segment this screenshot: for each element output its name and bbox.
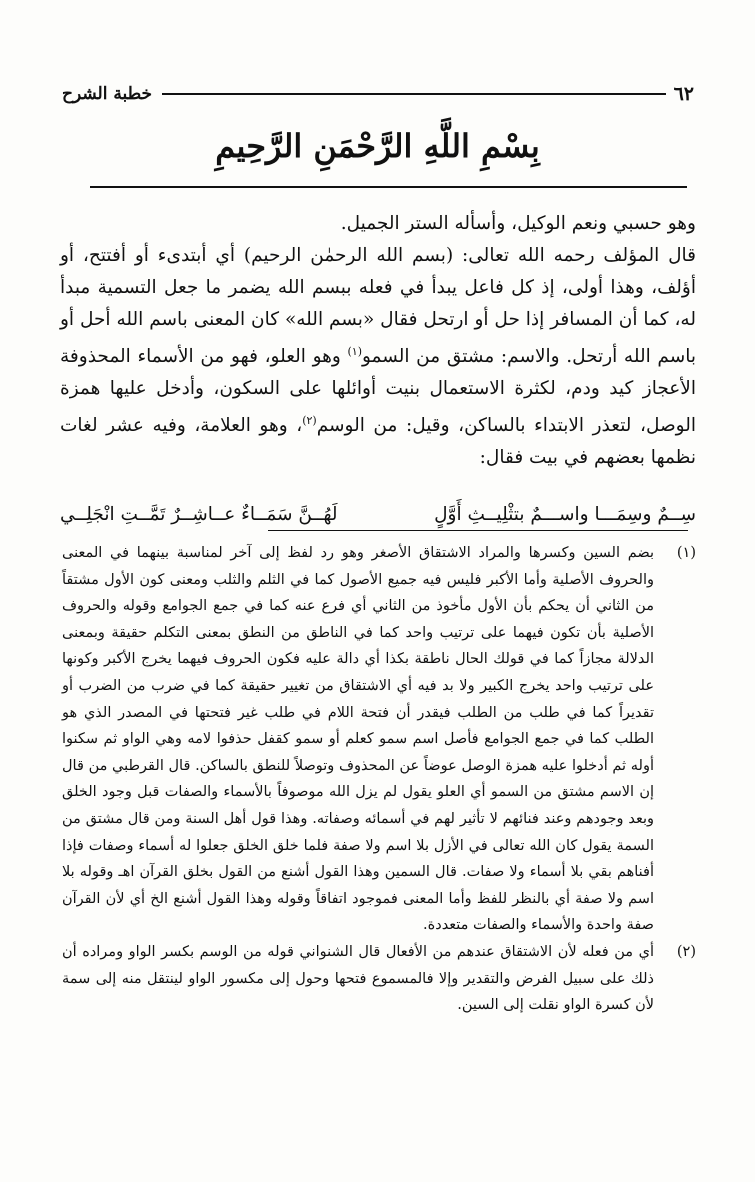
- basmala-heading: بِسْمِ اللَّهِ الرَّحْمَنِ الرَّحِيمِ: [215, 127, 540, 165]
- footnote-number: (١): [676, 545, 696, 561]
- heading-divider: [90, 186, 687, 188]
- running-header: [62, 80, 694, 108]
- verse-hemistich-left: لَهُــنَّ سَمَــاءٌ عــاشِــرٌ تَمَّــتِ انْجَلِــي: [60, 504, 338, 525]
- footnote: [62, 540, 696, 939]
- footnote-number: (٢): [676, 943, 696, 960]
- footnote-text: أي من فعله لأن الاشتقاق عندهم من الأفعال قال الشنواني قوله من الوسم بكسر الواو ومراده أن ذلك على سبيل الفرض والتقدير وإلا فالمسموع فتحها وحول إلى مكسور الواو لينتقل منه إلى سمة لأن كسرة الواو نقلت إلى السين.: [62, 943, 654, 1014]
- paragraph-segment: ، وهو العلامة، وفيه عشر لغات نظمها بعضهم في بيت فقال:: [60, 415, 696, 469]
- paragraph-segment: قال المؤلف رحمه الله تعالى: (بسم الله الرحمٰن الرحيم) أي أبتدىء أو أفتتح، أو أؤلف، وهذا أولى، إذ كل فاعل يبدأ في فعله ببسم الله يضمر ما جعل التسمية مبدأ له، كما أن المسافر إذا حل أو ارتحل فقال «بسم الله» كان المعنى باسم الله أحل أو باسم الله أرتحل. والاسم: مشتق من السمو: [60, 245, 696, 368]
- footnote-divider: [268, 530, 688, 531]
- paragraph-segment: وهو العلو، فهو من الأسماء المحذوفة الأعجاز كيد ودم، لكثرة الاستعمال بنيت أوائلها على السكون، وأدخل عليها همزة الوصل، لتعذر الابتداء بالساكن، وقيل: من الوسم: [60, 346, 696, 437]
- poetry-verse: [60, 500, 696, 530]
- footnote-text: بضم السين وكسرها والمراد الاشتقاق الأصغر وهو رد لفظ إلى آخر لمناسبة بينهما في المعنى والحروف الأصلية وأما الأكبر فليس فيه جميع الأصول كما في الثلم والثلب ومعنى كون الأول مشتقاً من الثاني أن يحكم بأن الأول مأخوذ من الثاني أي فرع عنه كما في جمع الجوامع وقوله والحروف الأصلية بأن تكون فيهما على ترتيب واحد كما في الناطق من النطق بمعنى التكلم حقيقة وبمعنى الدلالة مجازاً كما في قولك الحال ناطقة بكذا أي دالة عليه فكون الحروف فيهما يخرج الأكبر وكونها على ترتيب واحد يخرج الكبير ولا بد فيه أي الاشتقاق من تغيير حقيقة كما في ضرب من الضرب أو تقديراً كما في طلب من الطلب فيقدر أن فتحة اللام في طلب غير فتحتها في المصدر الذي هو الطلب كما في جمع الجوامع فأصل اسم سمو كعلم أو سمو كقفل حذفوا لامه وهي الواو ثم سكنوا أوله ثم أدخلوا عليه همزة الوصل عوضاً عن المحذوف وتوصلاً للنطق بالساكن. قال القرطبي من قال إن الاسم مشتق من السمو أي العلو يقول لم يزل الله موصوفاً بالأسماء والصفات قبل وجود الخلق وبعد وجودهم وعند فنائهم لا تأثير لهم في أسمائه وصفاته. وهذا قول أهل السنة ومن قال مشتق من السمة يقول كان الله تعالى في الأزل بلا اسم ولا صفة فلما خلق الخلق جعلوا له أسماء وصفات فإذا أفناهم بقي بلا أسماء ولا صفات. قال السمين وهذا القول أشنع من القول بخلق القرآن اهـ وقوله بلا اسم ولا صفة أي بالنظر للفظ وأما المعنى فموجود اتفاقاً وقوله وهذا القول أشنع الخ أي لأن القرآن صفة واحدة والأسماء والصفات متعددة.: [62, 545, 655, 934]
- footnote: [62, 939, 696, 1019]
- footnote-ref: (١): [347, 345, 362, 358]
- verse-hemistich-right: سِــمٌ وسِمَـــا واســـمٌ بتثْلِيــثِ أَوَّلٍ: [434, 504, 696, 525]
- chapter-title: خطبة الشرح: [62, 84, 153, 104]
- paragraph: وهو حسبي ونعم الوكيل، وأسأله الستر الجميل.: [340, 213, 696, 234]
- header-rule: [162, 93, 666, 95]
- main-text: [60, 208, 696, 474]
- footnotes: [62, 540, 696, 1019]
- footnote-ref: (٢): [302, 414, 317, 428]
- page-number: ٦٢: [673, 83, 694, 105]
- paragraph: [60, 240, 696, 474]
